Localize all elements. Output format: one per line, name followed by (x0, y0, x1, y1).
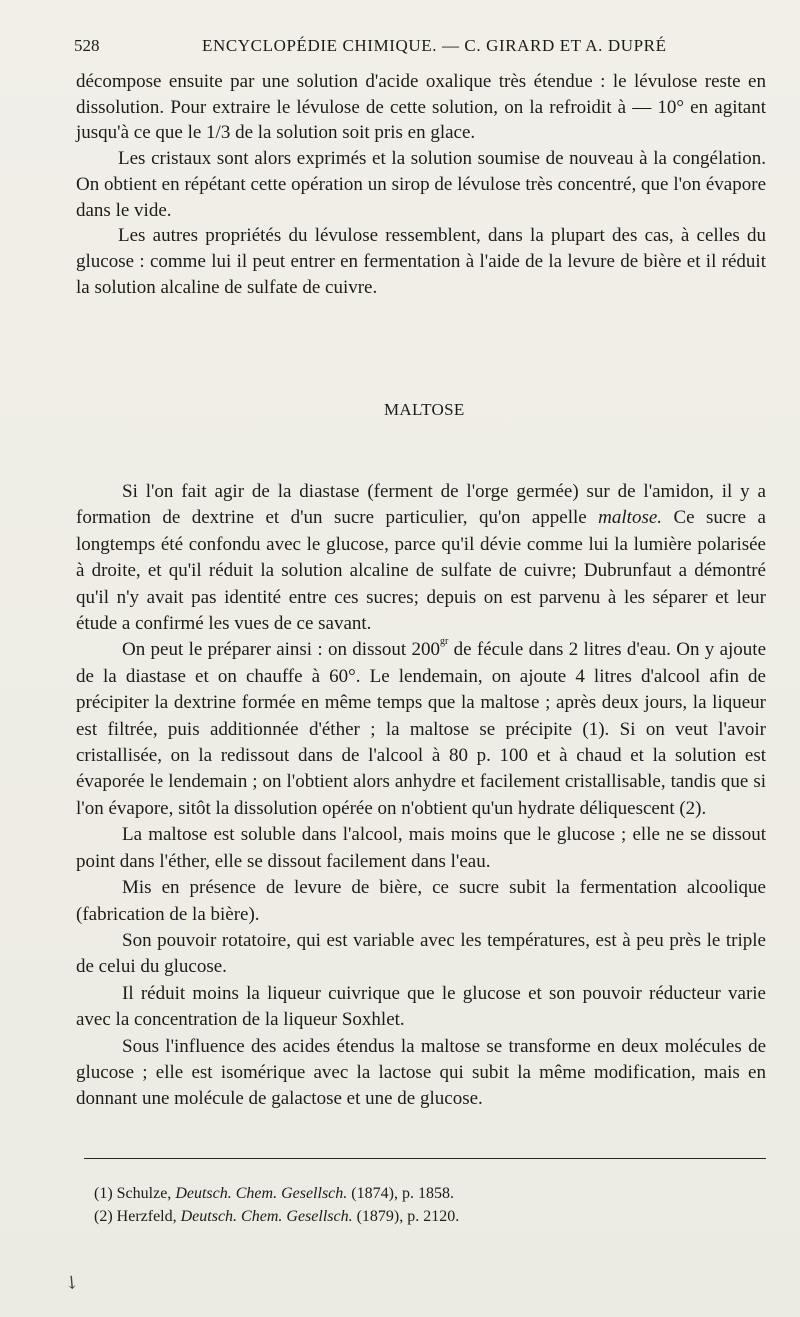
footnotes (94, 1182, 754, 1228)
footnote-author: Herzfeld, (116, 1208, 177, 1225)
stray-mark: ↘ (59, 1269, 85, 1295)
footnote-rule (84, 1158, 766, 1159)
paragraph: Il réduit moins la liqueur cuivrique que le glucose et son pouvoir réducteur varie avec la concentration de la liqueur Soxhlet. (76, 982, 766, 1031)
paragraph: Sous l'influence des acides étendus la maltose se transforme en deux molécules de glucose ; elle est isomérique avec la lactose qui subit la même modification, mais en donnant une molécule de galactose et une de glucose. (76, 1035, 766, 1110)
text-run: Si l'on fait agir de la diastase (ferment de l'orge germée) sur de l'amidon, il y a formation de dextrine et d'un sucre particulier, qu'on appelle (76, 481, 766, 529)
italic-term: maltose. (598, 507, 663, 529)
footnote-ref: (1874), p. 1858. (351, 1185, 454, 1202)
footnote-journal: Deutsch. Chem. Gesellsch. (180, 1208, 353, 1225)
paragraph: La maltose est soluble dans l'alcool, mais moins que le glucose ; elle ne se dissout point dans l'éther, elle se dissout facilement dans l'eau. (76, 824, 766, 872)
footnote-number: (1) (94, 1185, 113, 1202)
intro-text (76, 69, 766, 300)
paragraph (76, 479, 766, 637)
paragraph: décompose ensuite par une solution d'acide oxalique très étendue : le lévulose reste en dissolution. Pour extraire le lévulose de cette solution, on la refroidit à — 10° en agitant jusqu'à ce que le 1/3 de la solution soit pris en glace. (76, 71, 766, 144)
maltose-text (76, 479, 766, 1113)
footnote-number: (2) (94, 1208, 113, 1225)
page-number: 528 (74, 36, 100, 55)
paragraph: Les autres propriétés du lévulose ressemblent, dans la plupart des cas, à celles du glucose : comme lui il peut entrer en fermentation à l'aide de la levure de bière et il réduit la solution alcaline de sulfate de cuivre. (76, 225, 766, 298)
text-run: de fécule dans 2 litres d'eau. On y ajoute de la diastase et on chauffe à 60°. Le lendemain, on ajoute 4 litres d'alcool afin de précipiter la dextrine formée en même temps que la maltose ; après deux jours, la liqueur est filtrée, puis additionnée d'éther ; la maltose se précipite (1). Si on veut l'avoir cristallisée, on la redissout dans de l'alcool à 80 p. 100 et à chaud et la solution est évaporée le lendemain ; on l'obtient alors anhydre et facilement cristallisable, tandis que si l'on évapore, sitôt la dissolution opérée on n'obtient qu'un hydrate déliquescent (2). (76, 639, 766, 819)
footnote-ref: (1879), p. 2120. (356, 1208, 460, 1225)
section-title: MALTOSE (384, 400, 465, 419)
text-run: Ce sucre a longtemps été confondu avec le glucose, parce qu'il dévie comme lui la lumière polarisée à droite, et qu'il réduit la solution alcaline de sulfate de cuivre; Dubrunfaut a démontré qu'il n'y avait pas identité entre ces sucres; depuis on est parvenu à les séparer et leur étude a confirmé les vues de ce savant. (76, 507, 766, 635)
paragraph: Mis en présence de levure de bière, ce sucre subit la fermentation alcoolique (fabrication de la bière). (76, 877, 766, 925)
paragraph: Son pouvoir rotatoire, qui est variable avec les températures, est à peu près le triple de celui du glucose. (76, 929, 766, 978)
footnote-author: Schulze, (116, 1185, 172, 1202)
text-run: On peut le préparer ainsi : on dissout 200 (122, 639, 440, 661)
running-title: ENCYCLOPÉDIE CHIMIQUE. — C. GIRARD ET A. DUPRÉ (202, 36, 667, 55)
unit-superscript: gr (439, 636, 449, 648)
footnote (94, 1182, 754, 1205)
footnote-journal: Deutsch. Chem. Gesellsch. (175, 1185, 348, 1202)
footnote (94, 1205, 754, 1228)
page-header (74, 36, 744, 60)
paragraph: Les cristaux sont alors exprimés et la solution soumise de nouveau à la congélation. On obtient en répétant cette opération un sirop de lévulose très concentré, que l'on évapore dans le vide. (76, 148, 766, 221)
paragraph (76, 637, 766, 822)
